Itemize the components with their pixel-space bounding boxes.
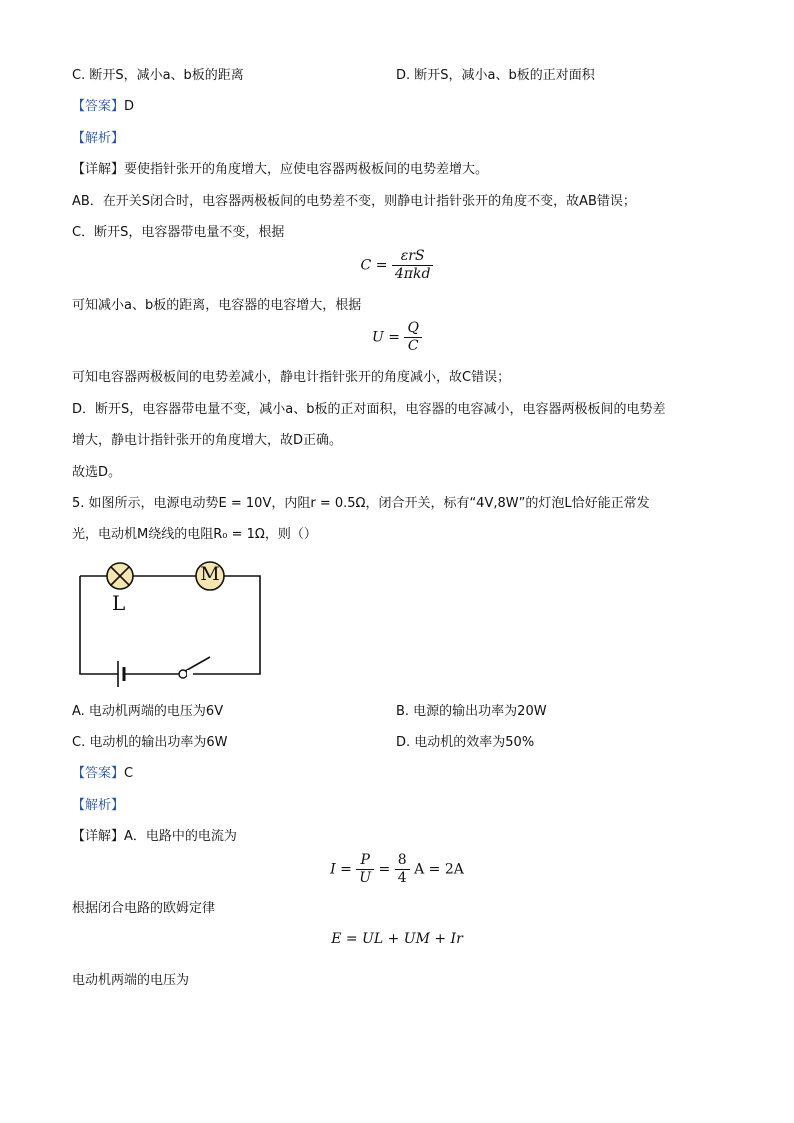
option-d-q4: D. 断开S，减小a、b板的正对面积 bbox=[396, 68, 595, 83]
detail-q4-line7: 增大，静电计指针张开的角度增大，故D正确。 bbox=[72, 433, 343, 448]
detail-q5-line1 bbox=[72, 827, 237, 847]
formula-numerator: P bbox=[356, 852, 374, 870]
formula-rhs: A = 2A bbox=[414, 861, 464, 878]
formula-numerator: Q bbox=[404, 320, 421, 338]
detail-q4-line8: 故选D。 bbox=[72, 465, 122, 480]
formula-denominator: U bbox=[359, 870, 372, 886]
formula-ohm-law: E = UL + UM + Ir bbox=[331, 931, 463, 947]
analysis-tag-q4: 【解析】 bbox=[72, 131, 125, 146]
detail-q4-line5: 可知电容器两极板间的电势差减小，静电计指针张开的角度减小，故C错误； bbox=[72, 370, 511, 385]
formula-numerator: 8 bbox=[395, 852, 410, 870]
option-c-q5: C. 电动机的输出功率为6W bbox=[72, 735, 228, 750]
answer-value: D bbox=[124, 99, 135, 114]
detail-q4-line3: C．断开S，电容器带电量不变，根据 bbox=[72, 225, 285, 240]
question5-line2: 光，电动机M绕线的电阻R₀ = 1Ω，则（） bbox=[72, 527, 317, 542]
detail-text: 要使指针张开的角度增大，应使电容器两极板间的电势差增大。 bbox=[124, 162, 489, 177]
formula-lhs: U = bbox=[372, 329, 401, 346]
detail-q4-line6: D．断开S，电容器带电量不变，减小a、b板的正对面积，电容器的电容减小，电容器两极板间的电势差 bbox=[72, 402, 666, 417]
detail-q5-line2: 根据闭合电路的欧姆定律 bbox=[72, 901, 216, 916]
formula-current bbox=[0, 852, 794, 887]
answer-tag: 【答案】 bbox=[72, 99, 125, 114]
lamp-icon bbox=[107, 563, 133, 589]
detail-q4-line4: 可知减小a、b板的距离，电容器的电容增大，根据 bbox=[72, 298, 362, 313]
answer-tag: 【答案】 bbox=[72, 766, 125, 781]
formula-voltage bbox=[0, 320, 794, 355]
answer-q4 bbox=[72, 97, 134, 117]
formula-capacitance bbox=[0, 248, 794, 283]
detail-q4-line2: AB．在开关S闭合时，电容器两极板间的电势差不变，则静电计指针张开的角度不变，故AB错误； bbox=[72, 194, 636, 209]
option-b-q5: B. 电源的输出功率为20W bbox=[396, 704, 547, 719]
circuit-diagram bbox=[70, 558, 270, 693]
option-a-q5: A. 电动机两端的电压为6V bbox=[72, 704, 224, 719]
detail-tag: 【详解】 bbox=[72, 829, 125, 844]
option-c-q4: C. 断开S，减小a、b板的距离 bbox=[72, 68, 244, 83]
formula-equals: = bbox=[378, 861, 391, 878]
formula-lhs: I = bbox=[330, 861, 352, 878]
detail-tag: 【详解】 bbox=[72, 162, 125, 177]
formula-denominator: 4πkd bbox=[394, 266, 431, 282]
answer-value: C bbox=[124, 766, 134, 781]
formula-lhs: C = bbox=[360, 257, 388, 274]
analysis-tag-q5: 【解析】 bbox=[72, 798, 125, 813]
formula-denominator: C bbox=[407, 338, 419, 354]
formula-numerator: εrS bbox=[392, 248, 434, 266]
motor-label: M bbox=[200, 563, 220, 585]
formula-denominator: 4 bbox=[397, 870, 407, 886]
switch-contact bbox=[179, 670, 187, 678]
question5-line1: 5. 如图所示，电源电动势E = 10V，内阻r = 0.5Ω，闭合开关，标有“4V,8W”的灯泡L恰好能正常发 bbox=[72, 496, 650, 511]
option-d-q5: D. 电动机的效率为50% bbox=[396, 735, 535, 750]
answer-q5 bbox=[72, 764, 133, 784]
detail-text: A．电路中的电流为 bbox=[124, 829, 237, 844]
detail-q5-line3: 电动机两端的电压为 bbox=[72, 973, 190, 988]
lamp-label: L bbox=[112, 591, 126, 615]
detail-q4-line1 bbox=[72, 160, 488, 180]
